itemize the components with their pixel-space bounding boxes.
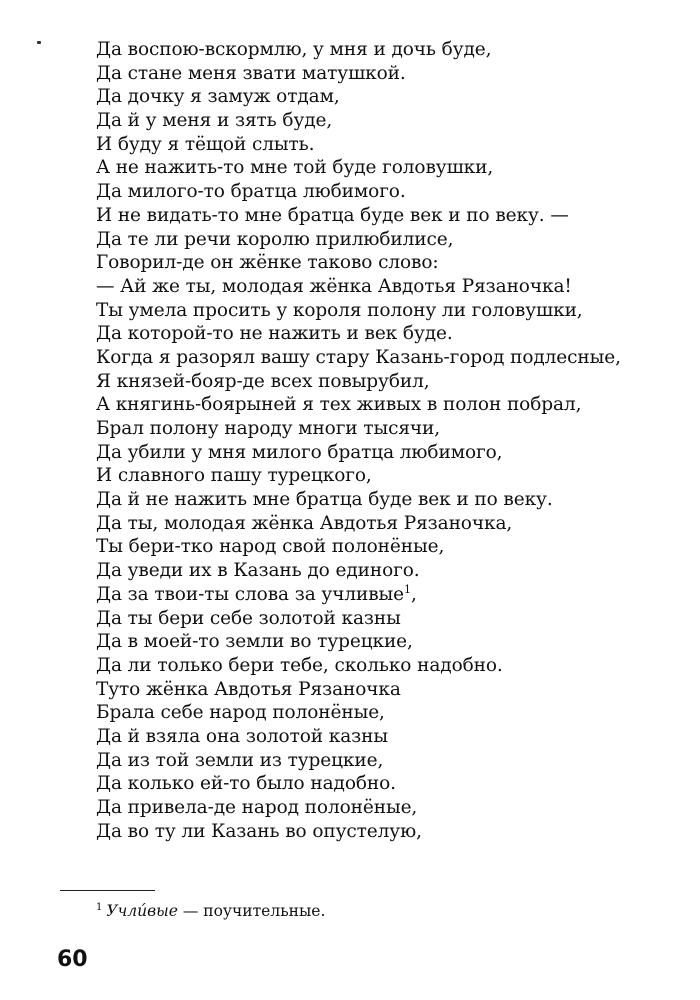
- poem-line-text: Да которой-то не нажить и век буде.: [96, 323, 453, 345]
- poem-line: [96, 559, 676, 583]
- poem-line-text: Да в моей-то земли во турецкие,: [96, 631, 413, 653]
- poem-line: [96, 393, 676, 417]
- poem-line: [96, 180, 676, 204]
- poem-line-text: Ты бери-тко народ свой полонёные,: [96, 536, 445, 558]
- footnote: [96, 901, 325, 921]
- poem-line-text: Да й у меня и зять буде,: [96, 110, 333, 132]
- poem-line-text: Да уведи их в Казань до единого.: [96, 560, 420, 582]
- stray-mark: [37, 41, 41, 44]
- poem-line: [96, 228, 676, 252]
- poem-line: [96, 796, 676, 820]
- poem-line-text: Да из той земли из турецкие,: [96, 749, 384, 771]
- poem-line-text: И не видать-то мне братца буде век и по веку. —: [96, 204, 569, 226]
- poem-line: [96, 441, 676, 465]
- poem-text: [96, 38, 676, 843]
- poem-line: [96, 630, 676, 654]
- poem-line-text: — Ай же ты, молодая жёнка Авдотья Рязаночка!: [96, 275, 572, 297]
- poem-line-text: Ты умела просить у короля полону ли головушки,: [96, 299, 583, 321]
- poem-line-text: Да во ту ли Казань во опустелую,: [96, 820, 422, 842]
- footnote-term: Учли́вые: [106, 902, 178, 920]
- poem-line-text: Когда я разорял вашу стару Казань-город подлесные,: [96, 346, 621, 368]
- poem-line: [96, 109, 676, 133]
- punctuation: ,: [410, 583, 417, 605]
- poem-line: [96, 85, 676, 109]
- poem-line: [96, 820, 676, 844]
- poem-line: [96, 299, 676, 323]
- poem-line-text: Да й не нажить мне братца буде век и по веку.: [96, 489, 553, 511]
- poem-line-text: Да воспою-вскормлю, у мня и дочь буде,: [96, 39, 492, 60]
- poem-line-text: Да ты бери себе золотой казны: [96, 607, 401, 629]
- poem-line: [96, 204, 676, 228]
- poem-line-text: Да ты, молодая жёнка Авдотья Рязаночка,: [96, 512, 513, 534]
- poem-line: [96, 370, 676, 394]
- poem-line-text: Да й взяла она золотой казны: [96, 725, 389, 747]
- poem-line-text: Я князей-бояр-де всех повырубил,: [96, 370, 430, 392]
- poem-line: [96, 772, 676, 796]
- footnote-definition: — поучительные.: [177, 902, 326, 920]
- poem-line-text: Да колько ей-то было надобно.: [96, 773, 396, 795]
- poem-line-text: Да ли только бери тебе, сколько надобно.: [96, 654, 503, 676]
- poem-line-text: Да дочку я замуж отдам,: [96, 86, 340, 108]
- page-number: 60: [57, 947, 88, 972]
- poem-line: [96, 346, 676, 370]
- poem-line: [96, 749, 676, 773]
- poem-line: [96, 678, 676, 702]
- poem-line-text: Да стане меня звати матушкой.: [96, 62, 406, 84]
- poem-line: [96, 62, 676, 86]
- poem-line-text: И славного пашу турецкого,: [96, 465, 372, 487]
- poem-line: [96, 607, 676, 631]
- poem-line-text: Да милого-то братца любимого.: [96, 181, 406, 203]
- poem-line: [96, 156, 676, 180]
- poem-line-text: А княгинь-боярыней я тех живых в полон побрал,: [96, 394, 582, 416]
- footnote-reference: 1: [404, 582, 411, 596]
- poem-line: [96, 251, 676, 275]
- poem-line: [96, 654, 676, 678]
- poem-line: [96, 512, 676, 536]
- poem-line: [96, 322, 676, 346]
- poem-line-text: Да привела-де народ полонёные,: [96, 797, 418, 818]
- poem-line: [96, 488, 676, 512]
- poem-line: [96, 38, 676, 62]
- poem-line: [96, 583, 676, 607]
- poem-line-text: Говорил-де он жёнке таково слово:: [96, 252, 439, 274]
- poem-line-text: А не нажить-то мне той буде головушки,: [96, 157, 494, 179]
- footnote-mark: 1: [96, 902, 103, 913]
- poem-line-text: Да убили у мня милого братца любимого,: [96, 441, 503, 463]
- poem-line-text: Брала себе народ полонёные,: [96, 702, 385, 724]
- poem-line-text: Брал полону народу многи тысячи,: [96, 418, 441, 439]
- poem-line-text: Туто жёнка Авдотья Рязаночка: [96, 678, 401, 700]
- poem-line: [96, 133, 676, 157]
- poem-line: [96, 464, 676, 488]
- poem-line: [96, 275, 676, 299]
- poem-line-text: Да за твои-ты слова за учливые: [96, 583, 405, 605]
- poem-line-text: И буду я тёщой слыть.: [96, 133, 315, 155]
- footnote-divider: [60, 890, 155, 891]
- poem-line: [96, 535, 676, 559]
- poem-line-text: Да те ли речи королю прилюбилисе,: [96, 228, 454, 250]
- poem-line: [96, 417, 676, 441]
- poem-line: [96, 701, 676, 725]
- poem-line: [96, 725, 676, 749]
